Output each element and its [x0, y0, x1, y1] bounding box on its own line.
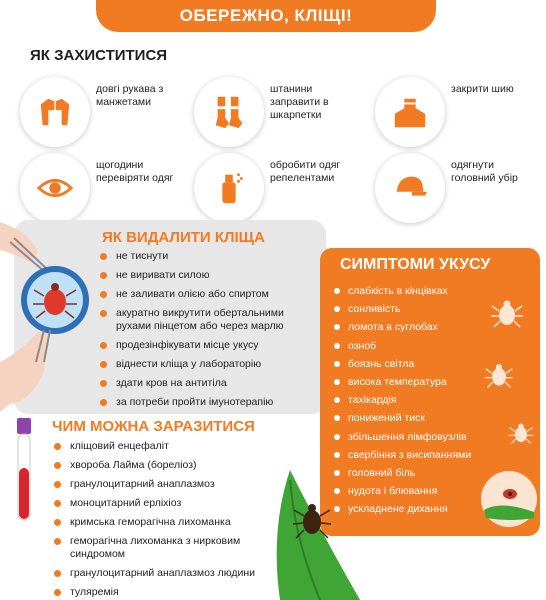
bullet-icon [54, 500, 61, 507]
bullet-icon [334, 452, 340, 458]
remove-list [100, 250, 315, 409]
bullet-icon [334, 324, 340, 330]
list-item: гранулоцитарний анаплазмоз людини [54, 567, 259, 580]
list-item: нудота і блювання [334, 482, 471, 500]
jacket-icon [20, 77, 90, 147]
tip-repellent [194, 153, 360, 223]
tip-hat [375, 153, 541, 223]
collar-icon [375, 77, 445, 147]
list-item: гранулоцитарний анаплазмоз [54, 478, 259, 491]
list-item: не тиснути [100, 250, 315, 263]
list-item: акуратно викрутити обертальними рухами пінцетом або через марлю [100, 307, 315, 333]
symptoms-title: СИМПТОМИ УКУСУ [340, 256, 491, 273]
list-item: тахікардія [334, 391, 471, 409]
bullet-icon [100, 253, 107, 260]
list-item: головний біль [334, 464, 471, 482]
skin-bite-icon [480, 470, 538, 528]
bullet-icon [54, 589, 61, 596]
remove-title: ЯК ВИДАЛИТИ КЛІЩА [102, 229, 265, 246]
list-item: здати кров на антитіла [100, 377, 315, 390]
list-item: понижений тиск [334, 409, 471, 427]
bullet-icon [100, 380, 107, 387]
list-item: ломота в суглобах [334, 318, 471, 336]
test-tube-icon [14, 418, 34, 524]
tip-socks [194, 77, 360, 147]
bullet-icon [334, 288, 340, 294]
bullet-icon [334, 379, 340, 385]
bullet-icon [100, 361, 107, 368]
bullet-icon [334, 415, 340, 421]
list-item: моноцитарний ерліхіоз [54, 497, 259, 510]
bullet-icon [54, 519, 61, 526]
list-item: хвороба Лайма (бореліоз) [54, 459, 259, 472]
tick-silhouette-icon [484, 360, 514, 390]
tip-sleeves [20, 77, 186, 147]
protect-title: ЯК ЗАХИСТИТИСЯ [30, 47, 168, 64]
infection-title: ЧИМ МОЖНА ЗАРАЗИТИСЯ [52, 418, 255, 435]
tip-text: закрити шию [451, 83, 514, 95]
list-item: продезінфікувати місце укусу [100, 339, 315, 352]
list-item: сонливість [334, 300, 471, 318]
list-item: віднести кліща у лабораторію [100, 358, 315, 371]
list-item: не виривати силою [100, 269, 315, 282]
page-banner: ОБЕРЕЖНО, КЛІЩІ! [96, 0, 436, 32]
tick-silhouette-icon [490, 296, 524, 330]
list-item: висока температура [334, 373, 471, 391]
bullet-icon [54, 570, 61, 577]
list-item: кримська геморагічна лихоманка [54, 516, 259, 529]
bullet-icon [334, 343, 340, 349]
tip-text: довгі рукава з манжетами [96, 83, 164, 108]
tip-text: одягнути головний убір [451, 159, 518, 184]
cap-icon [375, 153, 445, 223]
infection-list [54, 440, 259, 600]
list-item: слабкість в кінцівках [334, 282, 471, 300]
tick-silhouette-icon [508, 420, 534, 446]
bullet-icon [334, 397, 340, 403]
bullet-icon [334, 306, 340, 312]
bullet-icon [334, 361, 340, 367]
tip-neck [375, 77, 541, 147]
list-item: геморагічна лихоманка з нирковим синдромом [54, 535, 259, 561]
spray-icon [194, 153, 264, 223]
list-item: кліщовий енцефаліт [54, 440, 259, 453]
tip-text: обробити одяг репелентами [270, 159, 341, 184]
bullet-icon [54, 481, 61, 488]
list-item: не заливати олією або спиртом [100, 288, 315, 301]
tip-text: штанини заправити в шкарпетки [270, 83, 329, 121]
bullet-icon [100, 342, 107, 349]
list-item: ускладнене дихання [334, 500, 471, 518]
bullet-icon [54, 462, 61, 469]
bullet-icon [54, 443, 61, 450]
tip-text: щогодини перевіряти одяг [96, 159, 174, 184]
list-item: туляремія [54, 586, 259, 599]
bullet-icon [100, 272, 107, 279]
socks-icon [194, 77, 264, 147]
tweezers-hand-illustration [0, 212, 100, 412]
bullet-icon [100, 310, 107, 317]
list-item: за потреби пройти імунотерапію [100, 396, 315, 409]
bullet-icon [334, 434, 340, 440]
list-item: свербіння з висипаннями [334, 446, 471, 464]
list-item: озноб [334, 337, 471, 355]
grass-leaf-tick-illustration [250, 470, 390, 600]
bullet-icon [100, 291, 107, 298]
bullet-icon [54, 538, 61, 545]
list-item: збільшення лімфовузлів [334, 428, 471, 446]
list-item: боязнь світла [334, 355, 471, 373]
bullet-icon [100, 399, 107, 406]
